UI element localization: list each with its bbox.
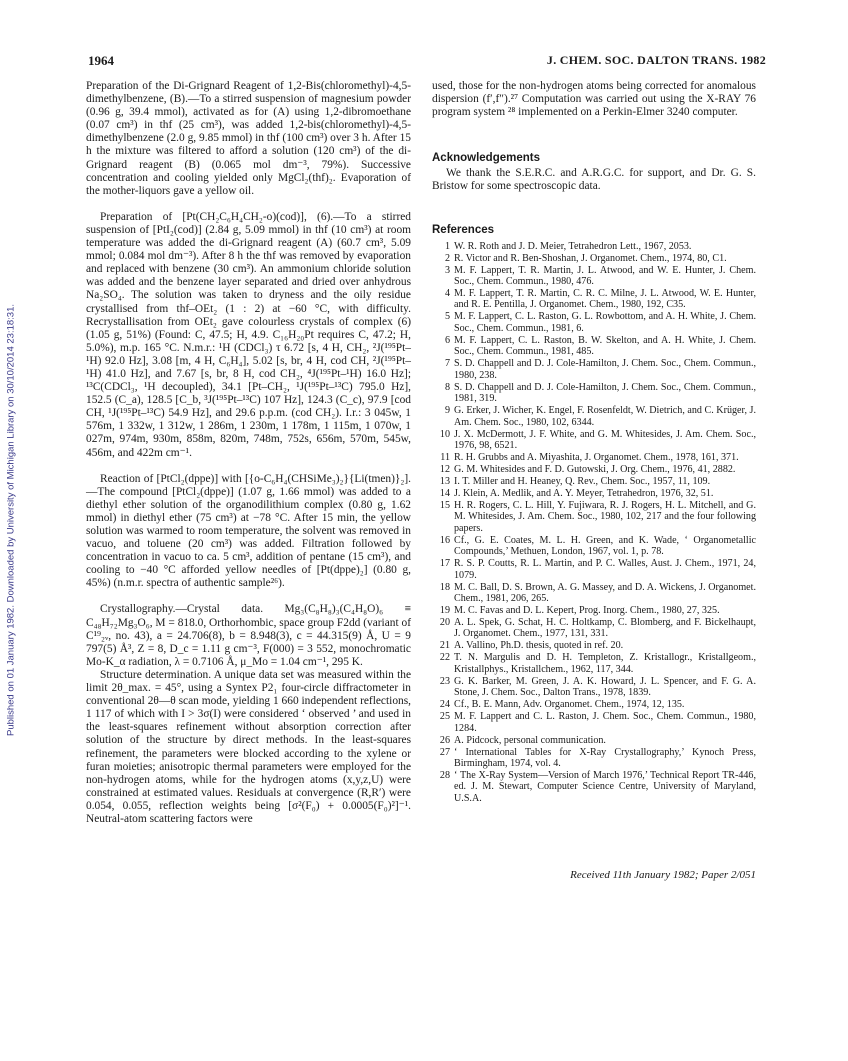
reference-item: [432, 405, 756, 428]
reference-text: Cf., G. E. Coates, M. L. H. Green, and K. Wade, ‘ Organometallic Compounds,’ Methuen, London, 1967, vol. 1, p. 78.: [454, 534, 756, 558]
reference-item: [432, 770, 756, 804]
reference-number: 10: [439, 428, 450, 440]
reference-text: S. D. Chappell and D. J. Cole-Hamilton, J. Chem. Soc., Chem. Commun., 1980, 238.: [454, 358, 756, 381]
reference-text: M. F. Lappert, T. R. Martin, J. L. Atwood, and W. E. Hunter, J. Chem. Soc., Chem. Commun., 1980, 476.: [454, 264, 756, 288]
paragraph-dppe-reaction: Reaction of [PtCl₂(dppe)] with [{o-C₆H₄(CHSiMe₃)₂}{Li(tmen)}₂].—The compound [PtCl₂(dppe)] (1.07 g, 1.66 mmol) was added to a diethyl ether solution of the organodilithium complex (0.80 g, 1.62 mmol) in diethyl ether (75 cm³) at −78 °C. After 15 min, the yellow solution was warmed to room temperature, the solvent was removed in vacuo, and toluene (20 cm³) was added. Filtration followed by concentration in vacuo to ca. 5 cm³, addition of pentane (15 cm³), and cooling to −40 °C afforded yellow needles of [Pt(dppe)₂] (0.80 g, 45%) (n.m.r. spectra of authentic sample²⁶).: [86, 472, 411, 590]
reference-item: [432, 288, 756, 311]
reference-number: 17: [439, 558, 450, 570]
reference-list: [432, 241, 756, 805]
reference-text: Cf., B. E. Mann, Adv. Organomet. Chem., 1974, 12, 135.: [454, 699, 685, 711]
paragraph-continuation: used, those for the non-hydrogen atoms being corrected for anomalous dispersion (f′,f″).²⁷ Computation was carried out using the X-RAY 76 program system ²⁸ implemented on a Perkin-Elmer 3240 computer.: [432, 80, 756, 119]
reference-item: [432, 253, 756, 264]
reference-text: M. C. Favas and D. L. Kepert, Prog. Inorg. Chem., 1980, 27, 325.: [454, 604, 720, 616]
acknowledgements-heading: Acknowledgements: [432, 152, 540, 165]
reference-item: [432, 241, 756, 252]
references-heading: References: [432, 223, 495, 236]
reference-item: [432, 476, 756, 487]
reference-number: 12: [439, 463, 450, 475]
download-watermark: [4, 200, 18, 840]
reference-number: 2: [444, 252, 450, 264]
reference-text: A. Pidcock, personal communication.: [454, 734, 606, 746]
reference-number: 3: [444, 264, 450, 276]
reference-text: G. K. Barker, M. Green, J. A. K. Howard, J. L. Spencer, and F. G. A. Stone, J. Chem. Soc., Dalton Trans., 1978, 1839.: [454, 675, 756, 699]
download-watermark-text: Published on 01 January 1982. Downloaded by University of Michigan Library on 30/10/2014 23:18:31.: [5, 303, 17, 737]
reference-number: 22: [439, 652, 450, 664]
reference-text: M. F. Lappert, C. L. Raston, B. W. Skelton, and A. H. White, J. Chem. Soc., Chem. Commun., 1981, 485.: [454, 334, 756, 358]
reference-text: T. N. Margulis and D. H. Templeton, Z. Kristallogr., Kristallgeom., Kristallphys., Kristallchem., 1962, 117, 344.: [454, 652, 756, 675]
reference-number: 14: [439, 487, 450, 499]
reference-number: 8: [444, 381, 450, 393]
reference-item: [432, 358, 756, 381]
reference-item: [432, 582, 756, 605]
reference-text: H. R. Rogers, C. L. Hill, Y. Fujiwara, R. J. Rogers, H. L. Mitchell, and G. M. Whitesides, J. Am. Chem. Soc., 1980, 102, 217 and the four following papers.: [454, 499, 756, 534]
left-column: [86, 80, 411, 826]
reference-item: [432, 429, 756, 452]
reference-item: [432, 452, 756, 463]
reference-item: [432, 735, 756, 746]
reference-number: 16: [439, 534, 450, 546]
paragraph-structure-determination: Structure determination. A unique data set was measured within the limit 2θ_max. = 45°, using a Syntex P2₁ four-circle diffractometer in conventional 2θ—θ scan mode, yielding 1 660 independent reflections, 1 117 of which with I > 3σ(I) were considered ‘ observed ’ and used in the least-squares refinement without absorption correction after solution of the structure by direct methods. In the least-squares refinement, the parameters were blocked according to the xylene or furan moieties; anisotropic thermal parameters were employed for the non-hydrogen atoms, while for the hydrogen atoms (x,y,z,U) were constrained at estimated values. Residuals at convergence (R,R′) were 0.054, 0.055, reflection weights being [σ²(F₀) + 0.0005(F₀)²]⁻¹. Neutral-atom scattering factors were: [86, 668, 411, 825]
reference-item: [432, 265, 756, 288]
reference-number: 4: [444, 288, 450, 300]
reference-text: I. T. Miller and H. Heaney, Q. Rev., Chem. Soc., 1957, 11, 109.: [454, 475, 711, 487]
reference-item: [432, 652, 756, 675]
reference-item: [432, 335, 756, 358]
reference-number: 9: [444, 405, 450, 417]
reference-number: 13: [439, 475, 450, 487]
journal-running-head: J. CHEM. SOC. DALTON TRANS. 1982: [546, 53, 766, 67]
reference-text: J. X. McDermott, J. F. White, and G. M. Whitesides, J. Am. Chem. Soc., 1976, 98, 6521.: [454, 428, 756, 451]
reference-number: 1: [444, 240, 450, 252]
reference-item: [432, 464, 756, 475]
reference-item: [432, 488, 756, 499]
reference-text: ‘ International Tables for X-Ray Crystallography,’ Kynoch Press, Birmingham, 1974, vol. 4.: [454, 746, 756, 769]
reference-item: [432, 747, 756, 770]
reference-text: S. D. Chappell and D. J. Cole-Hamilton, J. Chem. Soc., Chem. Commun., 1981, 319.: [454, 381, 756, 405]
reference-number: 24: [439, 699, 450, 711]
reference-text: A. Vallino, Ph.D. thesis, quoted in ref. 20.: [454, 640, 624, 652]
reference-number: 27: [439, 746, 450, 758]
received-note: Received 11th January 1982; Paper 2/051: [570, 869, 756, 881]
reference-item: [432, 676, 756, 699]
page-number: 1964: [88, 53, 114, 68]
paragraph-complex-6: Preparation of [Pt(CH₂C₆H₄CH₂-o)(cod)], (6).—To a stirred suspension of [PtI₂(cod)] (2.84 g, 5.09 mmol) in thf (10 cm³) at room temperature was added the di-Grignard reagent (A) (60.7 cm³, 5.09 mmol; 0.084 mol dm⁻³). After 8 h the thf was removed by evaporation and replaced with benzene (30 cm³). An ammonium chloride solution was added and the benzene layer separated and dried over anhydrous Na₂SO₄. The solution was taken to dryness and the oily residue crystallised from thf–OEt₂ (1 : 2) at −60 °C, with difficulty. Recrystallisation from OEt₂ gave colourless crystals of complex (6) (1.05 g, 51%) (Found: C, 47.5; H, 4.9. C₁₆H₂₀Pt requires C, 47.2; H, 5.0%), m.p. 165 °C. N.m.r.: ¹H (CDCl₃) τ 6.72 [s, 4 H, CH₂, ²J(¹⁹⁵Pt–¹H) 92.0 Hz], 3.08 [m, 4 H, C₆H₄], 5.02 [s, br, 4 H, cod CH, ²J(¹⁹⁵Pt–¹H) 41.0 Hz], and 7.67 [s, br, 8 H, cod CH₂, ⁴J(¹⁹⁵Pt–¹H) 16.0 Hz]; ¹³C(CDCl₃, ¹H decoupled), 34.1 [Pt–CH₂, ¹J(¹⁹⁵Pt–¹³C) 795.0 Hz], 152.5 (C_a), 128.5 [C_b, ³J(¹⁹⁵Pt–¹³C) 107 Hz], 124.3 (C_c), 97.9 [cod CH, ¹J(¹⁹⁵Pt–¹³C) 54.9 Hz], and 29.6 p.p.m. (cod CH₂). I.r.: 3 045w, 1 576m, 1 332w, 1 312w, 1 286m, 1 230m, 1 178m, 1 115m, 1 070w, 1 027m, 974m, 930m, 858m, 820m, 748m, 752s, 656m, 570m, 545w, 456m, and 422m cm⁻¹.: [86, 210, 411, 459]
reference-number: 28: [439, 769, 450, 781]
paragraph-crystal-data: Crystallography.—Crystal data. Mg₃(C₈H₈)₃(C₄H₈O)₆ ≡ C₄₈H₇₂Mg₃O₆, M = 818.0, Orthorhombic, space group F2dd (variant of C¹⁹₂ᵥ, no. 43), a = 24.706(8), b = 8.948(3), c = 44.315(9) Å, U = 9 797(5) Å³, Z = 8, D_c = 1.11 g cm⁻³, F(000) = 3 552, monochromatic Mo-K_α radiation, λ = 0.7106 Å, μ_Mo = 1.04 cm⁻¹, 295 K.: [86, 603, 411, 668]
paragraph-grignard-b: Preparation of the Di-Grignard Reagent of 1,2-Bis(chloromethyl)-4,5-dimethylbenzene, (B).—To a stirred suspension of magnesium powder (0.96 g, 39.4 mmol), activated as for (A) using 1,2-dibromoethane (0.07 cm³) in thf (25 cm³), was added 1,2-bis(chloromethyl)-4,5-dimethylbenzene (2.0 g, 9.85 mmol) in thf (100 cm³) over 3 h. After 15 h the mixture was filtered to afford a solution (120 cm³) of the di-Grignard reagent (B) (0.065 mol dm⁻³, 79%). Successive concentration and cooling yielded only MgCl₂(thf)₂. Evaporation of the mother-liquors gave a yellow oil.: [86, 80, 411, 197]
reference-number: 20: [439, 616, 450, 628]
reference-text: R. Victor and R. Ben-Shoshan, J. Organomet. Chem., 1974, 80, C1.: [454, 252, 727, 264]
reference-item: [432, 500, 756, 534]
reference-text: G. M. Whitesides and F. D. Gutowski, J. Org. Chem., 1976, 41, 2882.: [454, 463, 736, 475]
reference-number: 19: [439, 604, 450, 616]
reference-text: R. S. P. Coutts, R. L. Martin, and P. C. Walles, Aust. J. Chem., 1971, 24, 1079.: [454, 558, 756, 581]
reference-number: 6: [444, 334, 450, 346]
reference-number: 7: [444, 358, 450, 370]
reference-number: 25: [439, 711, 450, 723]
reference-text: M. F. Lappert, T. R. Martin, C. R. C. Milne, J. L. Atwood, W. E. Hunter, and R. E. Pentilla, J. Organomet. Chem., 1980, 192, C35.: [454, 288, 756, 311]
reference-text: J. Klein, A. Medlik, and A. Y. Meyer, Tetrahedron, 1976, 32, 51.: [454, 487, 714, 499]
reference-text: W. R. Roth and J. D. Meier, Tetrahedron Lett., 1967, 2053.: [454, 240, 692, 252]
reference-text: A. L. Spek, G. Schat, H. C. Holtkamp, C. Blomberg, and F. Bickelhaupt, J. Organomet. Chem., 1977, 131, 331.: [454, 616, 756, 640]
reference-item: [432, 535, 756, 558]
reference-item: [432, 640, 756, 651]
reference-number: 18: [439, 581, 450, 593]
reference-item: [432, 699, 756, 710]
reference-number: 23: [439, 675, 450, 687]
acknowledgements-text: We thank the S.E.R.C. and A.R.G.C. for support, and Dr. G. S. Bristow for some spectroscopic data.: [432, 167, 756, 193]
reference-number: 5: [444, 311, 450, 323]
reference-item: [432, 605, 756, 616]
reference-item: [432, 382, 756, 405]
reference-text: M. F. Lappert and C. L. Raston, J. Chem. Soc., Chem. Commun., 1980, 1284.: [454, 711, 756, 734]
reference-item: [432, 558, 756, 581]
reference-text: ‘ The X-Ray System—Version of March 1976,’ Technical Report TR-446, ed. J. M. Stewart, Computer Science Centre, University of Maryland, U.S.A.: [454, 769, 756, 804]
reference-number: 15: [439, 499, 450, 511]
right-column: [432, 80, 756, 805]
reference-text: R. H. Grubbs and A. Miyashita, J. Organomet. Chem., 1978, 161, 371.: [454, 451, 739, 463]
reference-item: [432, 617, 756, 640]
reference-number: 11: [440, 451, 450, 463]
reference-number: 21: [439, 640, 450, 652]
reference-item: [432, 711, 756, 734]
reference-text: G. Erker, J. Wicher, K. Engel, F. Rosenfeldt, W. Dietrich, and C. Krüger, J. Am. Chem. Soc., 1980, 102, 6344.: [454, 405, 756, 428]
reference-text: M. F. Lappert, C. L. Raston, G. L. Rowbottom, and A. H. White, J. Chem. Soc., Chem. Commun., 1981, 6.: [454, 311, 756, 334]
reference-item: [432, 311, 756, 334]
reference-text: M. C. Ball, D. S. Brown, A. G. Massey, and D. A. Wickens, J. Organomet. Chem., 1981, 206, 265.: [454, 581, 756, 604]
reference-number: 26: [439, 734, 450, 746]
